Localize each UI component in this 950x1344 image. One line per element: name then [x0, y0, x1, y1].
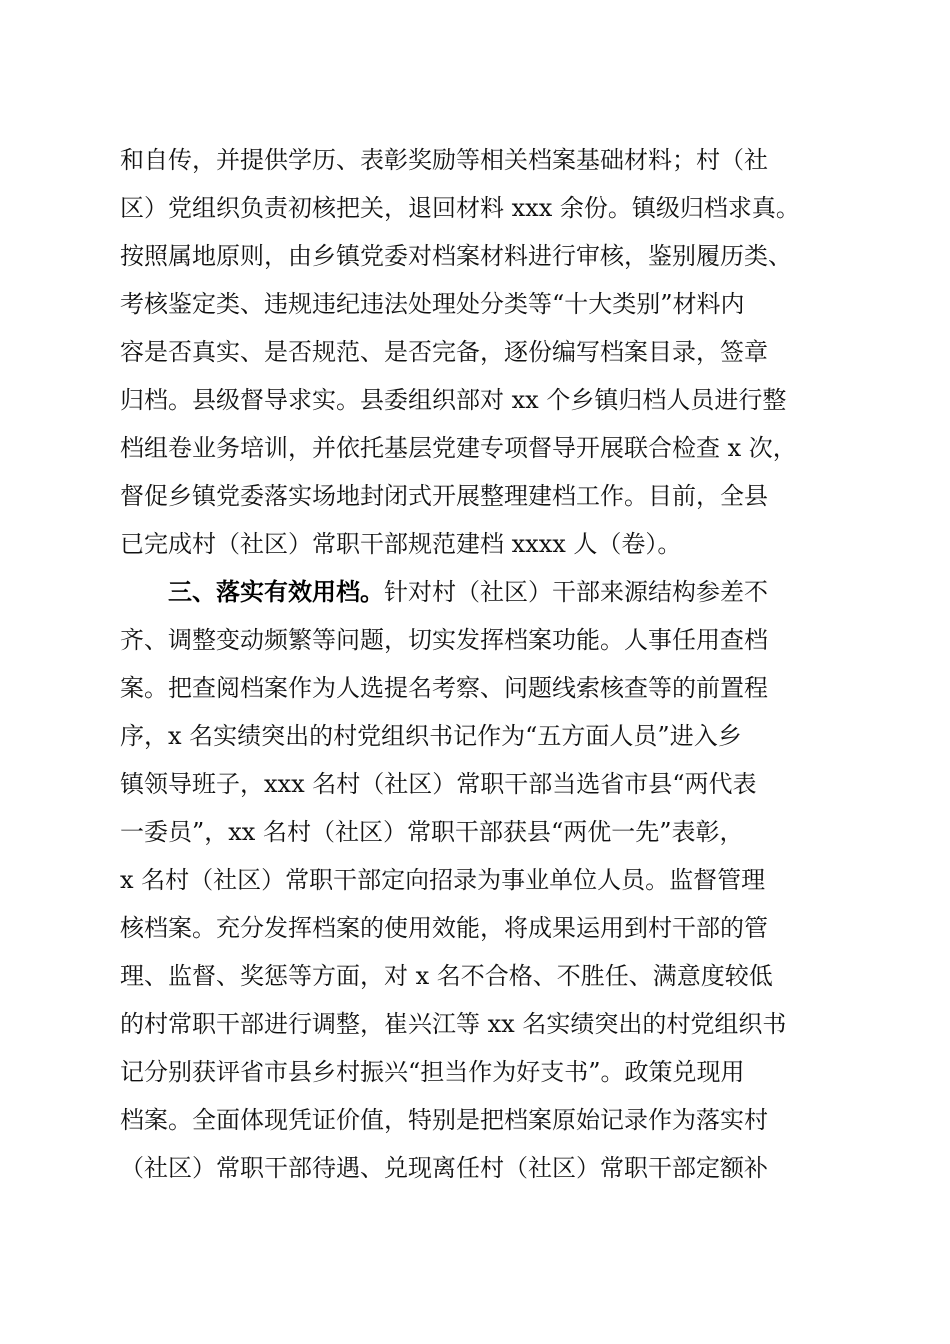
text-line: 齐、调整变动频繁等问题，切实发挥档案功能。人事任用查档	[120, 626, 768, 654]
text-line: 的村常职干部进行调整，崔兴江等 xx 名实绩突出的村党组织书	[120, 1010, 787, 1038]
text-line: 区）党组织负责初核把关，退回材料 xxx 余份。镇级归档求真。	[120, 194, 800, 222]
text-line: 档案。全面体现凭证价值，特别是把档案原始记录作为落实村	[120, 1106, 768, 1134]
text-line: 考核鉴定类、违规违纪违法处理处分类等“十大类别”材料内	[120, 290, 745, 318]
text-line: 容是否真实、是否规范、是否完备，逐份编写档案目录，签章	[120, 338, 768, 366]
text-line: 档组卷业务培训，并依托基层党建专项督导开展联合检查 x 次，	[120, 434, 797, 462]
paragraph-first-line	[168, 570, 768, 614]
text-line: 已完成村（社区）常职干部规范建档 xxxx 人（卷）。	[120, 530, 682, 558]
text-line: 归档。县级督导求实。县委组织部对 xx 个乡镇归档人员进行整	[120, 386, 787, 414]
text-run: 针对村（社区）干部来源结构参差不	[384, 578, 768, 606]
text-line: 记分别获评省市县乡村振兴“担当作为好支书”。政策兑现用	[120, 1058, 745, 1086]
text-line: （社区）常职干部待遇、兑现离任村（社区）常职干部定额补	[120, 1154, 768, 1182]
text-line: 督促乡镇党委落实场地封闭式开展整理建档工作。目前，全县	[120, 482, 768, 510]
text-line: 和自传，并提供学历、表彰奖励等相关档案基础材料；村（社	[120, 146, 768, 174]
text-line: 序，x 名实绩突出的村党组织书记作为“五方面人员”进入乡	[120, 722, 742, 750]
text-line: x 名村（社区）常职干部定向招录为事业单位人员。监督管理	[120, 866, 766, 894]
text-line: 理、监督、奖惩等方面，对 x 名不合格、不胜任、满意度较低	[120, 962, 773, 990]
text-line: 一委员”，xx 名村（社区）常职干部获县“两优一先”表彰，	[120, 818, 744, 846]
text-line: 镇领导班子，xxx 名村（社区）常职干部当选省市县“两代表	[120, 770, 757, 798]
text-line: 案。把查阅档案作为人选提名考察、问题线索核查等的前置程	[120, 674, 768, 702]
section-heading: 三、落实有效用档。	[168, 578, 384, 606]
text-line: 按照属地原则，由乡镇党委对档案材料进行审核，鉴别履历类、	[120, 242, 792, 270]
text-line: 核档案。充分发挥档案的使用效能，将成果运用到村干部的管	[120, 914, 768, 942]
